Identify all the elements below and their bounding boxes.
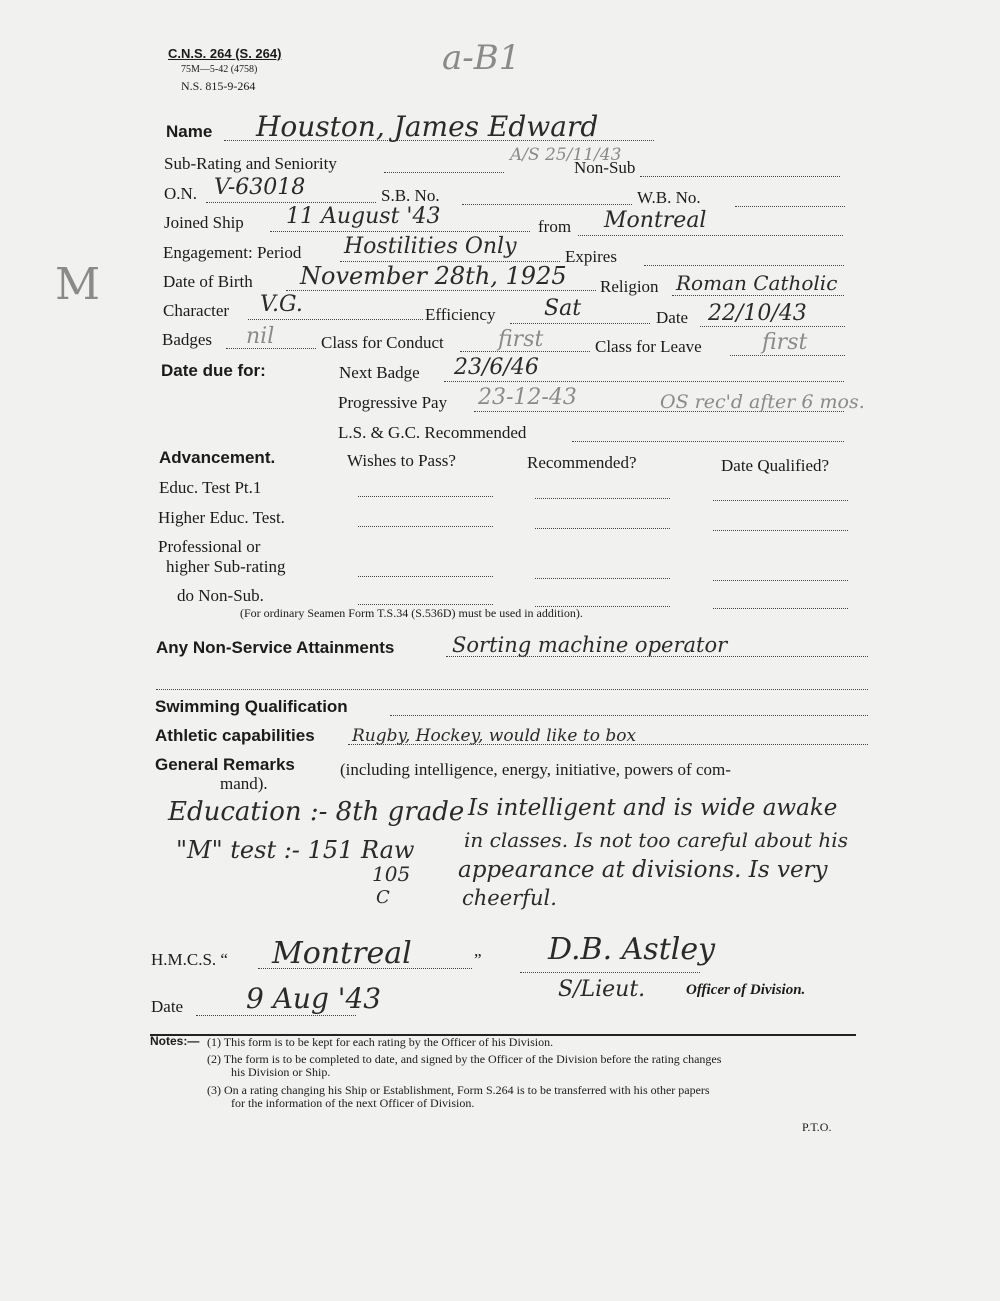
date-label: Date [656,308,689,327]
officer-of-division-label: Officer of Division. [686,982,806,998]
badges-value: nil [246,324,275,349]
engagement-value: Hostilities Only [344,234,517,259]
education-line-1: Education :- 8th grade [168,797,465,827]
name-value: Houston, James Edward [256,110,599,143]
note-1: (1) This form is to be kept for each rating by the Officer of his Division. [207,1035,554,1049]
leave-label: Class for Leave [595,337,702,356]
on-label: O.N. [164,184,198,203]
from-value: Montreal [604,208,707,233]
wb-label: W.B. No. [637,188,701,207]
character-label: Character [163,301,230,320]
note-2b: his Division or Ship. [231,1065,331,1079]
lsgc-label: L.S. & G.C. Recommended [338,423,527,442]
conduct-label: Class for Conduct [321,333,444,352]
pto: P.T.O. [802,1120,832,1134]
notes-label: Notes:— [150,1034,200,1048]
sub-rating-label: Sub-Rating and Seniority [164,154,337,173]
athletic-value: Rugby, Hockey, would like to box [352,726,637,746]
leave-value: first [762,330,808,355]
note-3a: (3) On a rating changing his Ship or Establishment, Form S.264 is to be transferred with his other papers [207,1083,710,1097]
advancement-title: Advancement. [159,448,276,467]
from-label: from [538,217,572,236]
adv-row-professional-1: Professional or [158,537,261,556]
dob-value: November 28th, 1925 [300,262,567,290]
remarks-text-1: Is intelligent and is wide awake [468,795,838,821]
non-sub-label: Non-Sub [574,158,636,177]
swimming-label: Swimming Qualification [155,697,348,716]
officer-signature: D.B. Astley [548,932,716,967]
adv-row-higher-educ: Higher Educ. Test. [158,508,285,527]
ns-code: N.S. 815-9-264 [181,79,256,93]
col-qualified: Date Qualified? [721,456,830,475]
efficiency-label: Efficiency [425,305,496,324]
on-value: V-63018 [214,175,306,200]
adv-row-educ-test: Educ. Test Pt.1 [159,478,262,497]
joined-value: 11 August '43 [286,204,441,229]
remarks-label: General Remarks [155,755,295,774]
expires-label: Expires [565,247,617,266]
education-line-3: 105 [372,862,411,886]
remarks-text-2: in classes. Is not too careful about his [464,828,848,852]
remarks-text-3: appearance at divisions. Is very [458,857,828,883]
sign-date-value: 9 Aug '43 [246,982,382,1015]
progressive-pay-label: Progressive Pay [338,393,448,412]
print-code: 75M—5-42 (4758) [181,64,258,75]
note-3b: for the information of the next Officer of Division. [231,1096,475,1110]
form-code: C.N.S. 264 (S. 264) [168,46,282,61]
adv-row-professional-2: higher Sub-rating [166,557,286,576]
name-label: Name [166,122,213,141]
religion-label: Religion [600,277,659,296]
remarks-text-4: cheerful. [462,886,557,910]
handwritten-file-mark: a-B1 [442,38,521,78]
col-recommended: Recommended? [527,453,637,472]
margin-mark: M [55,259,101,310]
col-wishes: Wishes to Pass? [347,451,456,470]
adv-row-non-sub: do Non-Sub. [177,586,264,605]
officer-rank: S/Lieut. [558,977,646,1002]
sub-rating-value: A/S 25/11/43 [510,145,622,165]
education-line-4: C [376,887,390,908]
progressive-pay-value: 23-12-43 [478,385,577,410]
date-value: 22/10/43 [708,301,807,326]
hmcs-label: H.M.C.S. “ [151,950,228,969]
efficiency-value: Sat [544,296,582,321]
remarks-desc-2: mand). [220,774,268,793]
character-value: V.G. [260,292,303,317]
athletic-label: Athletic capabilities [155,726,315,745]
badges-label: Badges [162,330,213,349]
attainments-label: Any Non-Service Attainments [156,638,395,657]
religion-value: Roman Catholic [676,271,838,295]
attainments-value: Sorting machine operator [452,633,728,657]
date-due-title: Date due for: [161,361,266,380]
joined-label: Joined Ship [164,213,244,232]
advancement-footnote: (For ordinary Seamen Form T.S.34 (S.536D) must be used in addition). [240,606,583,620]
next-badge-label: Next Badge [339,363,420,382]
sb-label: S.B. No. [381,186,440,205]
progressive-pay-note: OS rec'd after 6 mos. [660,391,865,413]
note-2a: (2) The form is to be completed to date, and signed by the Officer of the Division before the rating changes [207,1052,722,1066]
sign-date-label: Date [151,997,184,1016]
dob-label: Date of Birth [163,272,253,291]
remarks-desc-1: (including intelligence, energy, initiative, powers of com- [340,760,731,779]
hmcs-close-quote: ” [474,950,482,969]
hmcs-value: Montreal [272,936,412,971]
engagement-label: Engagement: Period [163,243,302,262]
conduct-value: first [498,327,544,352]
next-badge-value: 23/6/46 [454,355,539,380]
education-line-2: "M" test :- 151 Raw [176,836,415,864]
